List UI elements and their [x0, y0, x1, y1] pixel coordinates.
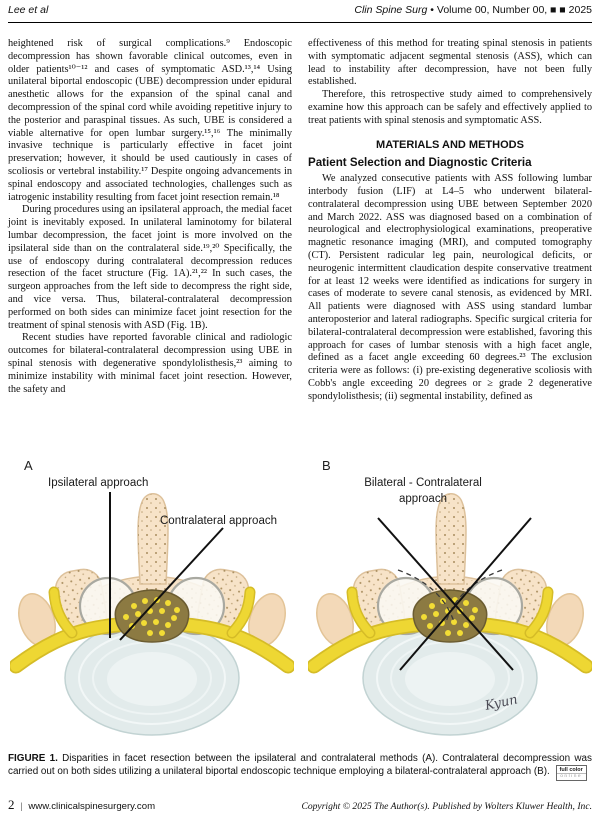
body-paragraph: effectiveness of this method for treating spinal stenosis in patients with symptomatic adjacent segmental stenosis (ASS), which can lead to instability after decompression, have not been fully established.: [308, 38, 592, 88]
header-bullet: •: [430, 4, 434, 16]
section-heading: MATERIALS AND METHODS: [376, 138, 524, 151]
body-paragraph: We analyzed consecutive patients with ASS following lumbar interbody fusion (LIF) at L4–5 who underwent bilateral-contralateral decompression using UBE between September 2020 and March 2022. ASS was diagnosed based on a combination of neurological and electrophysiological examinations, preoperative magnetic resonance imaging (MRI), and computed tomography (CT). Persistent radicular leg pain, neurological deficits, or neurogenic intermittent claudication despite conservative treatment for at least 12 weeks were identified as indications for surgery in cases of moderate to severe canal stenosis, as evidenced by MRI. All patients were diagnosed with ASS using standard lumbar anteroposterior and lateral radiographs. Specific surgical criteria for bilateral-contralateral decompression were established, favoring this approach for cases of lumbar stenosis with a high facet angle, defined as a facet angle exceeding 60 degrees.²³ The exclusion criteria were as follows: (i) pre-existing degenerative scoliosis with Cobb's angle exceeding 20 degrees or ≥ grade 2 degenerative spondylolisthesis; (ii) segmental instability, defined as: [308, 173, 592, 402]
bilateral-contralateral-label-line1: Bilateral - Contralateral: [364, 477, 482, 489]
figure-panel-a: [8, 452, 300, 750]
body-paragraph: Therefore, this retrospective study aimed to comprehensively examine how this approach can be safely and effectively applied to treat patients with spinal stenosis and symptomatic ASS.: [308, 89, 592, 126]
body-paragraph: heightened risk of surgical complications.⁹ Endoscopic decompression has shown favorable clinical outcomes, even in older patients¹⁰⁻¹² and cases of symptomatic ASD.¹³,¹⁴ Using unilateral biportal endoscopic (UBE) decompression under epidural anesthetic allows for the expansion of the spinal canal and decompression of the spinal cord while avoiding repetitive injury to the posterior and paraspinal tissues. As such, UBE is considered a viable alternative for open lumbar surgery.¹⁵,¹⁶ The minimally invasive technique is particularly effective in facet joint preservation; however, it should be used cautiously in cases of scoliosis or vertebral instability.¹⁷ Despite ongoing advancements in spinal endoscopy and associated technologies, challenges such as iatrogenic instability resulting from facet joint resection remain.¹⁸: [8, 38, 292, 203]
figure-panel-b: [306, 452, 598, 750]
page-header: [8, 4, 592, 16]
bilateral-contralateral-label-line2: approach: [399, 493, 447, 505]
full-color-online-badge: [556, 765, 587, 781]
subsection-heading: Patient Selection and Diagnostic Criteria: [308, 156, 532, 170]
body-paragraph: Recent studies have reported favorable clinical and radiologic outcomes for bilateral-contralateral decompression using UBE in spinal stenosis with degenerative spondylolisthesis,²³ aiming to minimize instability with minimal facet joint resection. However, the safety and: [8, 332, 292, 395]
journal-url: www.clinicalspinesurgery.com: [28, 801, 156, 812]
contralateral-approach-label: Contralateral approach: [160, 515, 277, 527]
right-column: [308, 38, 592, 404]
figure-caption-text: Disparities in facet resection between the ipsilateral and contralateral methods (A). Contralateral decompression was carried out on both sides utilizing a unilateral biportal endoscopic technique employing a bilateral-contralateral approach (B).: [8, 753, 592, 777]
footer-separator: |: [20, 801, 23, 812]
vertebra-diagram-b: [308, 470, 592, 740]
figure-caption: [8, 752, 592, 781]
left-column: [8, 38, 292, 396]
panel-a-letter: A: [24, 458, 33, 473]
copyright-notice: Copyright © 2025 The Author(s). Published by Wolters Kluwer Health, Inc.: [301, 801, 592, 812]
body-paragraph: During procedures using an ipsilateral approach, the medial facet joint is inevitably exposed. In unilateral laminotomy for bilateral lumbar decompression, the facet joint is more involved on the ipsilateral side than on the contralateral side.¹⁹,²⁰ Specifically, the use of endoscopy during contralateral decompression reduces resection of the facet structure (Fig. 1A).²¹,²² In such cases, the surgeon approaches from the left side to decompress the right side, and vice versa. Thus, bilateral-contralateral decompression performed on both sides can minimize facet joint resection for the treatment of spinal stenosis with ASD (Fig. 1B).: [8, 204, 292, 331]
badge-line1: full color: [559, 767, 583, 773]
figure-1: [8, 452, 592, 750]
page-footer: [8, 797, 592, 813]
illustrator-signature: Kyun: [483, 692, 520, 714]
footer-left: [8, 797, 155, 813]
page-number: 2: [8, 797, 15, 812]
badge-line2: online: [557, 773, 586, 780]
panel-b-letter: B: [322, 458, 331, 473]
figure-caption-label: FIGURE 1.: [8, 753, 58, 764]
issue-info: Volume 00, Number 00, ■ ■ 2025: [436, 4, 592, 16]
running-head-authors: Lee et al: [8, 4, 49, 16]
ipsilateral-approach-label: Ipsilateral approach: [48, 477, 149, 489]
journal-title: Clin Spine Surg: [354, 4, 428, 16]
running-head-journal-info: [354, 4, 592, 16]
header-rule: [8, 22, 592, 23]
vertebra-diagram-a: [10, 470, 294, 740]
